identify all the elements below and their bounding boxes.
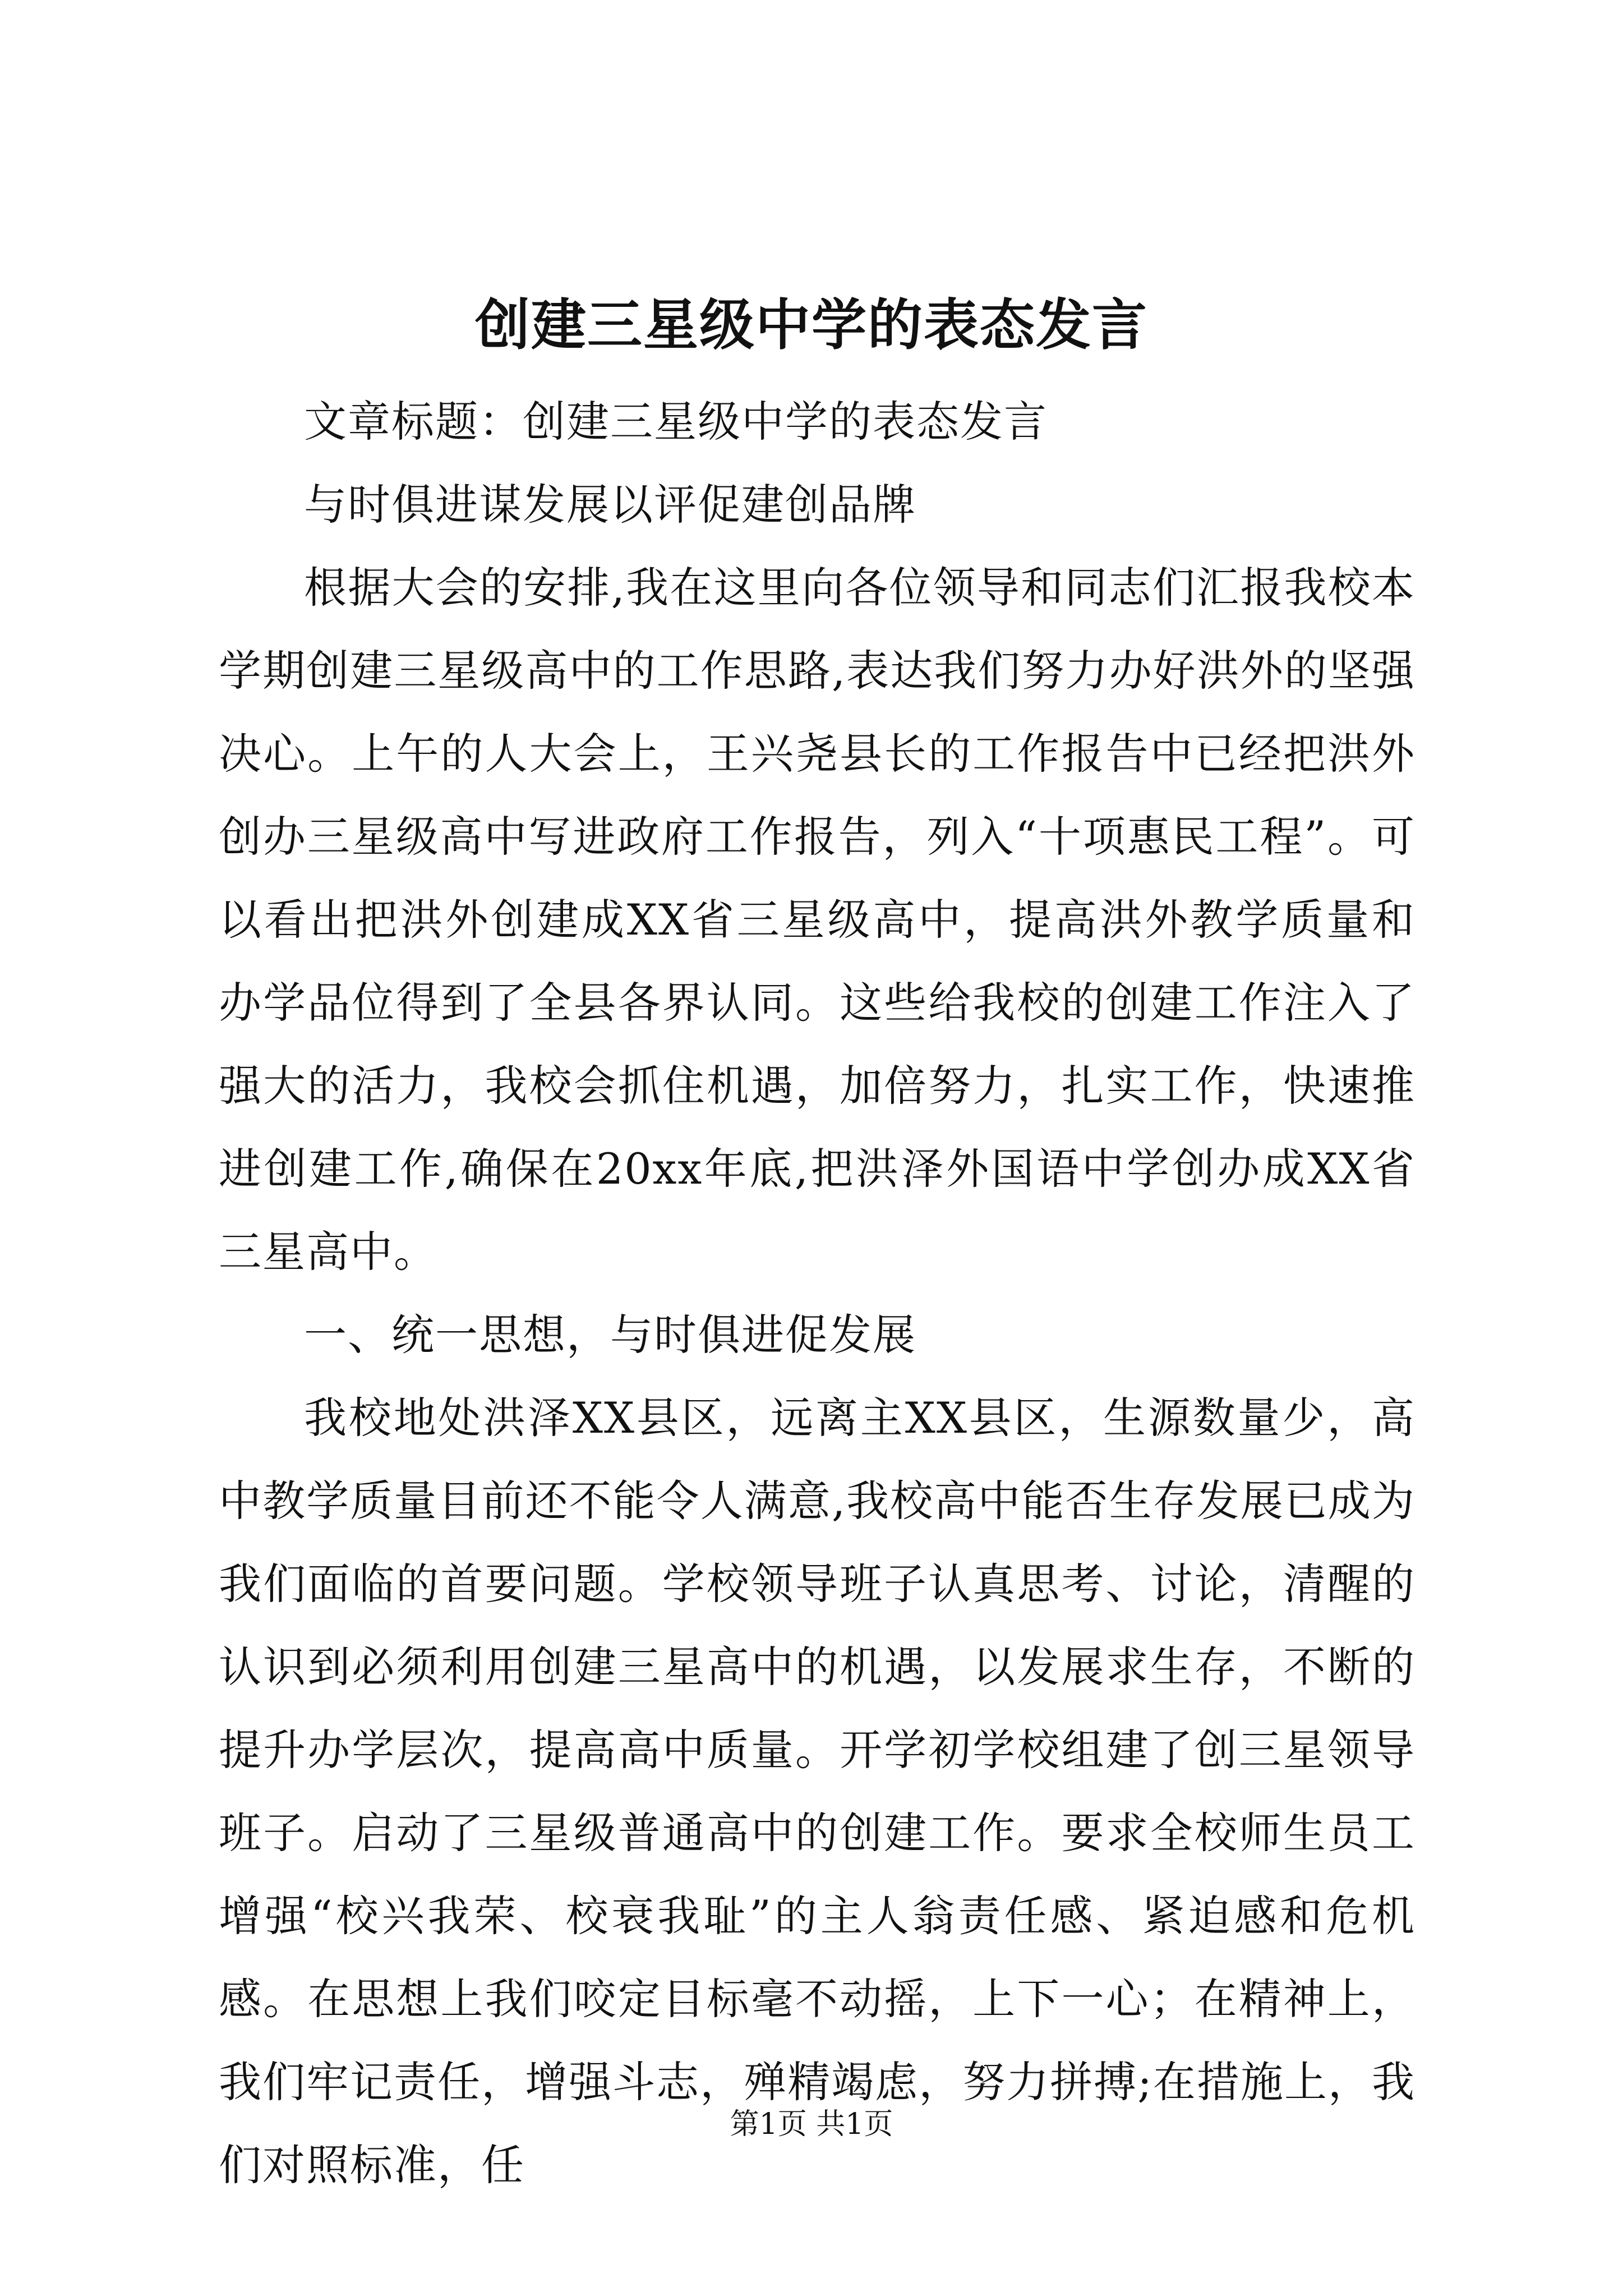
- body-paragraph: 根据大会的安排,我在这里向各位领导和同志们汇报我校本学期创建三星级高中的工作思路,表达我们努力办好洪外的坚强决心。上午的人大会上，王兴尧县长的工作报告中已经把洪外创办三星级高中写进政府工作报告，列入“十项惠民工程”。可以看出把洪外创建成XX省三星级高中，提高洪外教学质量和办学品位得到了全县各界认同。这些给我校的创建工作注入了强大的活力，我校会抓住机遇，加倍努力，扎实工作，快速推进创建工作,确保在20xx年底,把洪泽外国语中学创办成XX省三星高中。: [219, 563, 1415, 1277]
- document-body: [219, 380, 1415, 2207]
- page-footer: 第1页 共1页: [730, 2108, 893, 2141]
- body-paragraph: 我校地处洪泽XX县区，远离主XX县区，生源数量少，高中教学质量目前还不能令人满意,我校高中能否生存发展已成为我们面临的首要问题。学校领导班子认真思考、讨论，清醒的认识到必须利用创建三星高中的机遇，以发展求生存，不断的提升办学层次，提高高中质量。开学初学校组建了创三星领导班子。启动了三星级普通高中的创建工作。要求全校师生员工增强“校兴我荣、校衰我耻”的主人翁责任感、紧迫感和危机感。在思想上我们咬定目标毫不动摇，上下一心；在精神上，我们牢记责任，增强斗志，殚精竭虑，努力拼搏;在措施上，我们对照标准，任: [219, 1393, 1415, 2190]
- subtitle-line: 与时俱进谋发展以评促建创品牌: [304, 480, 916, 530]
- section-heading: 一、统一思想，与时俱进促发展: [304, 1310, 916, 1360]
- document-title: 创建三星级中学的表态发言: [474, 293, 1148, 357]
- article-title-line: 文章标题：创建三星级中学的表态发言: [304, 397, 1048, 447]
